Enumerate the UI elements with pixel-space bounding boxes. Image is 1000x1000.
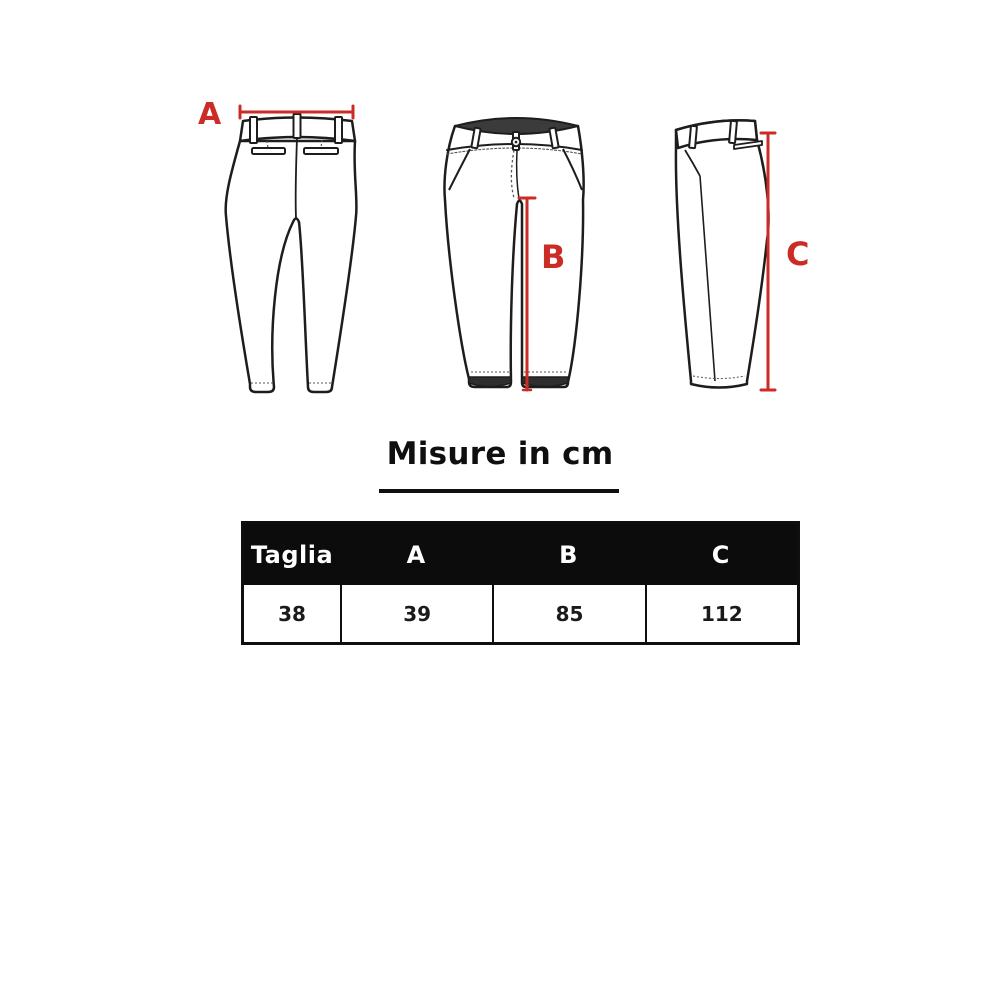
size-table: [241, 521, 800, 645]
belt-loop: [335, 117, 342, 143]
back-pocket: [252, 148, 285, 154]
pants-back-view-icon: [195, 88, 390, 403]
measurement-label-c: C: [786, 235, 810, 273]
cell-taglia-value: 38: [244, 585, 340, 642]
waist-button-dot: [515, 141, 518, 144]
front-hems: [469, 377, 568, 387]
measurement-label-b: B: [541, 238, 566, 276]
back-pocket: [304, 148, 338, 154]
cell-a-value: 39: [340, 585, 492, 642]
col-header-a: A: [340, 524, 492, 585]
pants-side-body: [676, 120, 769, 387]
title-underline: [379, 489, 619, 493]
belt-loop: [250, 117, 257, 143]
col-header-b: B: [492, 524, 644, 585]
page-title: Misure in cm: [386, 436, 614, 472]
col-header-taglia: Taglia: [244, 524, 340, 585]
cell-c-value: 112: [645, 585, 797, 642]
belt-loop: [729, 121, 737, 143]
cell-b-value: 85: [492, 585, 644, 642]
belt-loop: [689, 126, 697, 148]
pants-back-body: [226, 114, 357, 392]
pants-front-view-icon: [430, 88, 625, 403]
belt-loop: [294, 114, 301, 138]
col-header-c: C: [645, 524, 797, 585]
measurement-label-a: A: [198, 97, 222, 132]
